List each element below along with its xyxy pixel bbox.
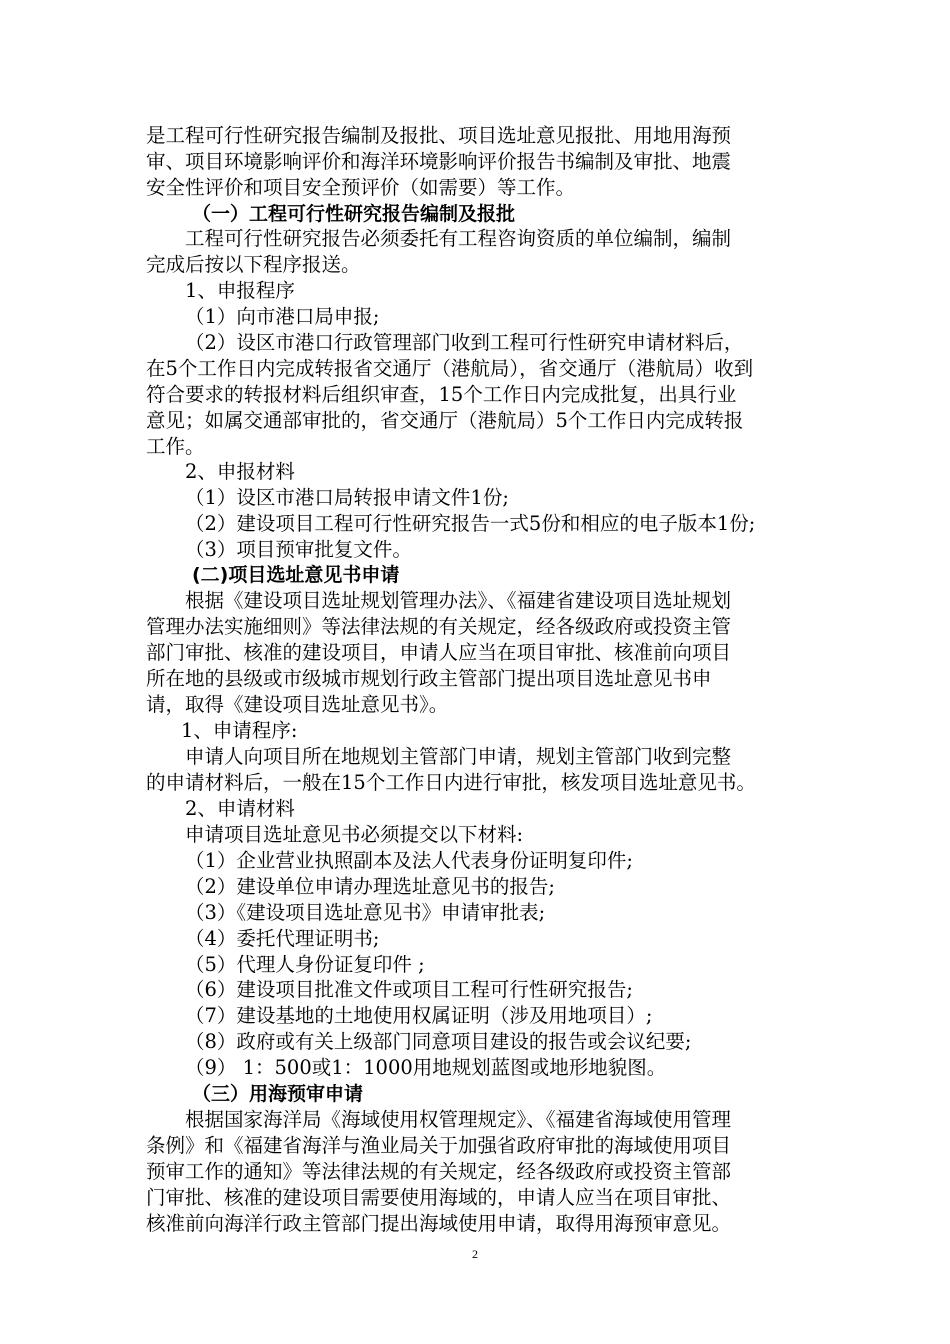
text-line: 申请人向项目所在地规划主管部门申请，规划主管部门收到完整 xyxy=(185,745,732,768)
page-number: 2 xyxy=(472,1247,478,1261)
text-line: 根据《建设项目选址规划管理办法》、《福建省建设项目选址规划 xyxy=(185,589,732,612)
text-line: 核准前向海洋行政主管部门提出海域使用申请，取得用海预审意见。 xyxy=(146,1212,732,1235)
text-line: 是工程可行性研究报告编制及报批、项目选址意见报批、用地用海预 xyxy=(146,124,732,147)
text-line: （4）委托代理证明书; xyxy=(185,927,380,950)
text-line: 完成后按以下程序报送。 xyxy=(146,253,361,276)
text-line: 请，取得《建设项目选址意见书》。 xyxy=(146,693,449,716)
text-line: 条例》和《福建省海洋与渔业局关于加强省政府审批的海域使用项目 xyxy=(146,1134,732,1157)
text-line: 所在地的县级或市级城市规划行政主管部门提出项目选址意见书申 xyxy=(146,667,712,690)
text-line: 预审工作的通知》等法律法规的有关规定，经各级政府或投资主管部 xyxy=(146,1160,732,1183)
text-line: 安全性评价和项目安全预评价（如需要）等工作。 xyxy=(146,176,576,199)
section-heading: （一）工程可行性研究报告编制及报批 xyxy=(192,203,516,225)
text-line: （1）向市港口局申报; xyxy=(185,305,380,328)
section-heading: (二)项目选址意见书申请 xyxy=(192,564,400,586)
text-line: 2、申请材料 xyxy=(185,797,295,820)
text-line: 根据国家海洋局《海域使用权管理规定》、《福建省海域使用管理 xyxy=(185,1108,732,1131)
text-line: 审、项目环境影响评价和海洋环境影响评价报告书编制及审批、地震 xyxy=(146,150,732,173)
text-line: 的申请材料后，一般在15个工作日内进行审批，核发项目选址意见书。 xyxy=(146,771,756,794)
text-line: 部门审批、核准的建设项目，申请人应当在项目审批、核准前向项目 xyxy=(146,641,732,664)
text-line: 1、申报程序 xyxy=(185,279,295,302)
text-line: （2）建设单位申请办理选址意见书的报告; xyxy=(185,875,555,898)
text-line: 2、申报材料 xyxy=(185,460,295,483)
text-line: （8）政府或有关上级部门同意项目建设的报告或会议纪要; xyxy=(185,1030,692,1053)
text-line: 在5个工作日内完成转报省交通厅（港航局），省交通厅（港航局）收到 xyxy=(146,357,754,380)
text-line: （7）建设基地的土地使用权属证明（涉及用地项目）; xyxy=(185,1004,653,1027)
text-line: （3）项目预审批复文件。 xyxy=(185,538,412,561)
section-heading: （三）用海预审申请 xyxy=(192,1083,364,1105)
text-line: （2）建设项目工程可行性研究报告一式5份和相应的电子版本1份; xyxy=(185,512,756,535)
text-line: 1、申请程序: xyxy=(181,719,298,742)
text-line: （9） 1：500或1：1000用地规划蓝图或地形地貌图。 xyxy=(185,1056,667,1079)
text-line: 管理办法实施细则》等法律法规的有关规定，经各级政府或投资主管 xyxy=(146,615,732,638)
text-line: （5）代理人身份证复印件 ; xyxy=(185,953,425,976)
text-line: 门审批、核准的建设项目需要使用海域的，申请人应当在项目审批、 xyxy=(146,1186,732,1209)
text-line: 工程可行性研究报告必须委托有工程咨询资质的单位编制，编制 xyxy=(185,227,732,250)
text-line: （1）企业营业执照副本及法人代表身份证明复印件; xyxy=(185,849,633,872)
text-line: （2）设区市港口行政管理部门收到工程可行性研究申请材料后， xyxy=(185,331,744,354)
text-line: 符合要求的转报材料后组织审查，15个工作日内完成批复，出具行业 xyxy=(146,383,737,406)
text-line: （6）建设项目批准文件或项目工程可行性研究报告; xyxy=(185,978,633,1001)
text-line: 意见；如属交通部审批的，省交通厅（港航局）5个工作日内完成转报 xyxy=(146,409,744,432)
text-line: （3）《建设项目选址意见书》申请审批表; xyxy=(185,901,546,924)
text-line: 工作。 xyxy=(146,435,205,458)
text-line: 申请项目选址意见书必须提交以下材料: xyxy=(185,823,524,846)
text-line: （1）设区市港口局转报申请文件1份; xyxy=(185,486,509,509)
